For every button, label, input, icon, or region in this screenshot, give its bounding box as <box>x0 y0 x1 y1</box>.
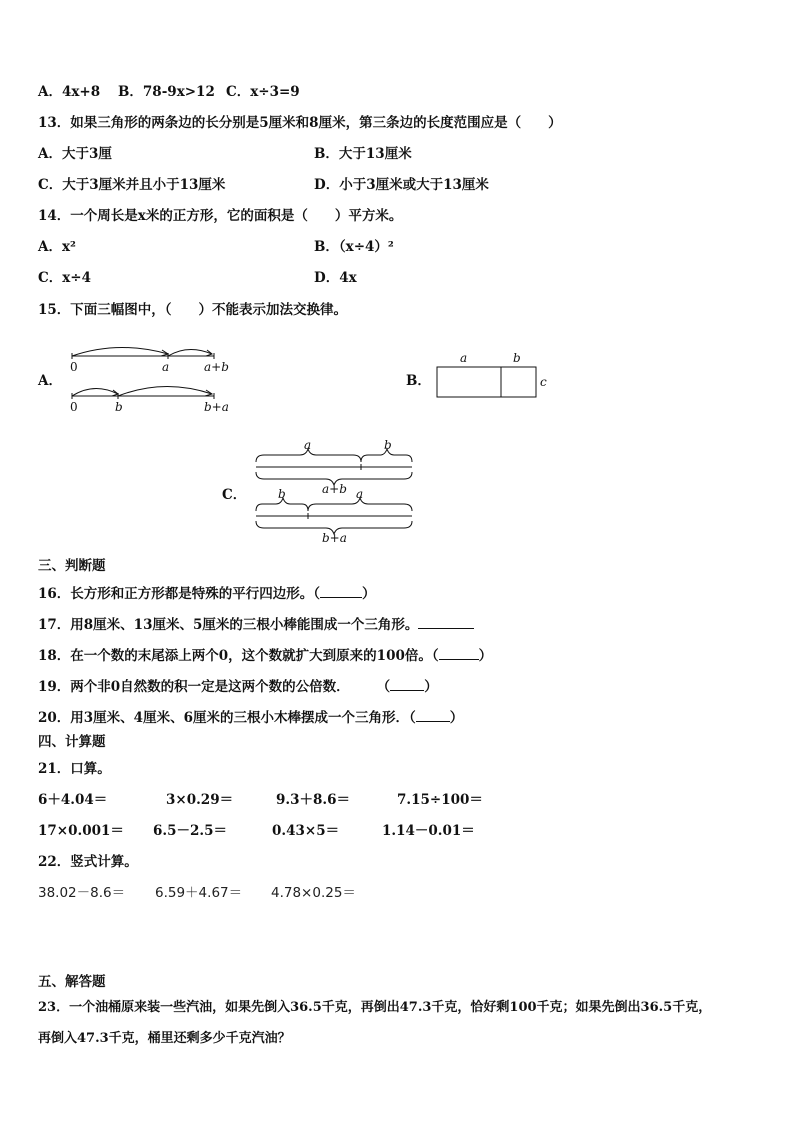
fig-a-bottom-b-plus-a: b+a <box>204 400 229 414</box>
q18 <box>38 645 492 665</box>
q22-stem: 22．竖式计算。 <box>38 854 138 870</box>
q15-figure-c <box>248 436 423 545</box>
q16-answer-blank[interactable] <box>320 583 362 598</box>
q20 <box>38 707 463 727</box>
fig-a-bottom-b: b <box>115 400 123 414</box>
q20-answer-blank[interactable] <box>416 707 450 722</box>
fig-a-top-a-plus-b: a+b <box>204 360 229 374</box>
q19-text: 19．两个非0自然数的积一定是这两个数的公倍数． （ <box>38 679 391 695</box>
q21-stem: 21．口算。 <box>38 761 111 777</box>
q13-stem: 13．如果三角形的两条边的长分别是5厘米和8厘米，第三条边的长度范围应是（ ） <box>38 115 562 131</box>
q17-text: 17．用8厘米、13厘米、5厘米的三根小棒能围成一个三角形。 <box>38 617 419 633</box>
q17-answer-blank[interactable] <box>418 614 474 629</box>
q19-answer-blank[interactable] <box>390 676 424 691</box>
q14-option-a: A．x² <box>38 239 76 255</box>
q22-item: 4.78×0.25＝ <box>271 885 356 901</box>
q15-figure-a <box>60 336 260 416</box>
q12-option-b: B．78-9x>12 <box>118 84 215 100</box>
fig-c-top-brace-b <box>361 449 412 462</box>
q12-option-c: C．x÷3=9 <box>226 84 300 100</box>
q18-close: ） <box>478 648 493 664</box>
q15-label-b: B． <box>406 373 431 389</box>
fig-c-bottom-b-plus-a: b+a <box>322 531 347 545</box>
q16 <box>38 583 376 603</box>
fig-c-top-a: a <box>304 438 312 452</box>
fig-a-top-a: a <box>162 360 170 374</box>
q20-text: 20．用3厘米、4厘米、6厘米的三根小木棒摆成一个三角形．（ <box>38 710 416 726</box>
q14-option-b: B．（x÷4）² <box>314 239 394 255</box>
fig-b-label-c: c <box>540 375 547 389</box>
fig-c-top-brace-a <box>256 449 361 462</box>
fig-b-label-b: b <box>513 351 521 365</box>
q23-line-2: 再倒入47.3千克，桶里还剩多少千克汽油？ <box>38 1031 291 1046</box>
q18-text: 18．在一个数的末尾添上两个0，这个数就扩大到原来的100倍。（ <box>38 648 439 664</box>
q21-item: 7.15÷100＝ <box>397 792 483 808</box>
q22-item: 38.02－8.6＝ <box>38 885 126 901</box>
section-3-heading: 三、判断题 <box>38 558 106 574</box>
fig-a-bottom-arc-a <box>118 386 212 396</box>
q21-item: 1.14－0.01＝ <box>382 823 475 839</box>
q18-answer-blank[interactable] <box>439 645 479 660</box>
q15-label-a: A． <box>38 373 62 389</box>
section-4-heading: 四、计算题 <box>38 734 106 750</box>
fig-a-bottom-arc-b <box>72 388 118 396</box>
q14-option-d: D．4x <box>314 270 357 286</box>
fig-c-top-a-plus-b: a+b <box>322 482 347 496</box>
q19-close: ） <box>424 679 438 695</box>
q22-item: 6.59＋4.67＝ <box>155 885 243 901</box>
q23-line-1: 23．一个油桶原来装一些汽油，如果先倒入36.5千克，再倒出47.3千克，恰好剩100千克；如果先倒出36.5千克， <box>38 1000 712 1015</box>
q16-close: ） <box>362 586 376 602</box>
q15-label-c: C． <box>222 487 247 503</box>
q15-stem: 15．下面三幅图中，（ ）不能表示加法交换律。 <box>38 302 348 318</box>
q21-item: 9.3＋8.6＝ <box>276 792 350 808</box>
q21-item: 6＋4.04＝ <box>38 792 108 808</box>
q15-figure-b <box>432 348 562 408</box>
fig-a-top-arc-a <box>72 347 168 356</box>
q14-stem: 14．一个周长是x米的正方形，它的面积是（ ）平方米。 <box>38 208 403 224</box>
fig-c-bottom-a: a <box>356 487 364 501</box>
q12-option-a: A．4x+8 <box>38 84 101 100</box>
fig-c-bottom-brace-b <box>256 498 308 511</box>
q13-option-b: B．大于13厘米 <box>314 146 412 162</box>
fig-c-top-b: b <box>384 438 392 452</box>
q21-item: 3×0.29＝ <box>166 792 234 808</box>
fig-a-bottom-zero: 0 <box>70 400 78 414</box>
q13-option-a: A．大于3厘 <box>38 146 112 162</box>
q14-option-c: C．x÷4 <box>38 270 91 286</box>
q17 <box>38 614 474 634</box>
q19 <box>38 676 438 696</box>
fig-c-bottom-b: b <box>278 487 286 501</box>
q21-item: 0.43×5＝ <box>272 823 340 839</box>
fig-a-top-zero: 0 <box>70 360 78 374</box>
q20-close: ） <box>449 710 464 726</box>
fig-b-label-a: a <box>460 351 468 365</box>
fig-a-top-arc-b <box>168 349 212 356</box>
section-5-heading: 五、解答题 <box>38 974 106 990</box>
q13-option-d: D．小于3厘米或大于13厘米 <box>314 177 489 193</box>
q16-text: 16．长方形和正方形都是特殊的平行四边形。（ <box>38 586 321 602</box>
q21-item: 6.5－2.5＝ <box>153 823 227 839</box>
fig-b-rect <box>437 367 536 397</box>
q13-option-c: C．大于3厘米并且小于13厘米 <box>38 177 226 193</box>
q21-item: 17×0.001＝ <box>38 823 124 839</box>
